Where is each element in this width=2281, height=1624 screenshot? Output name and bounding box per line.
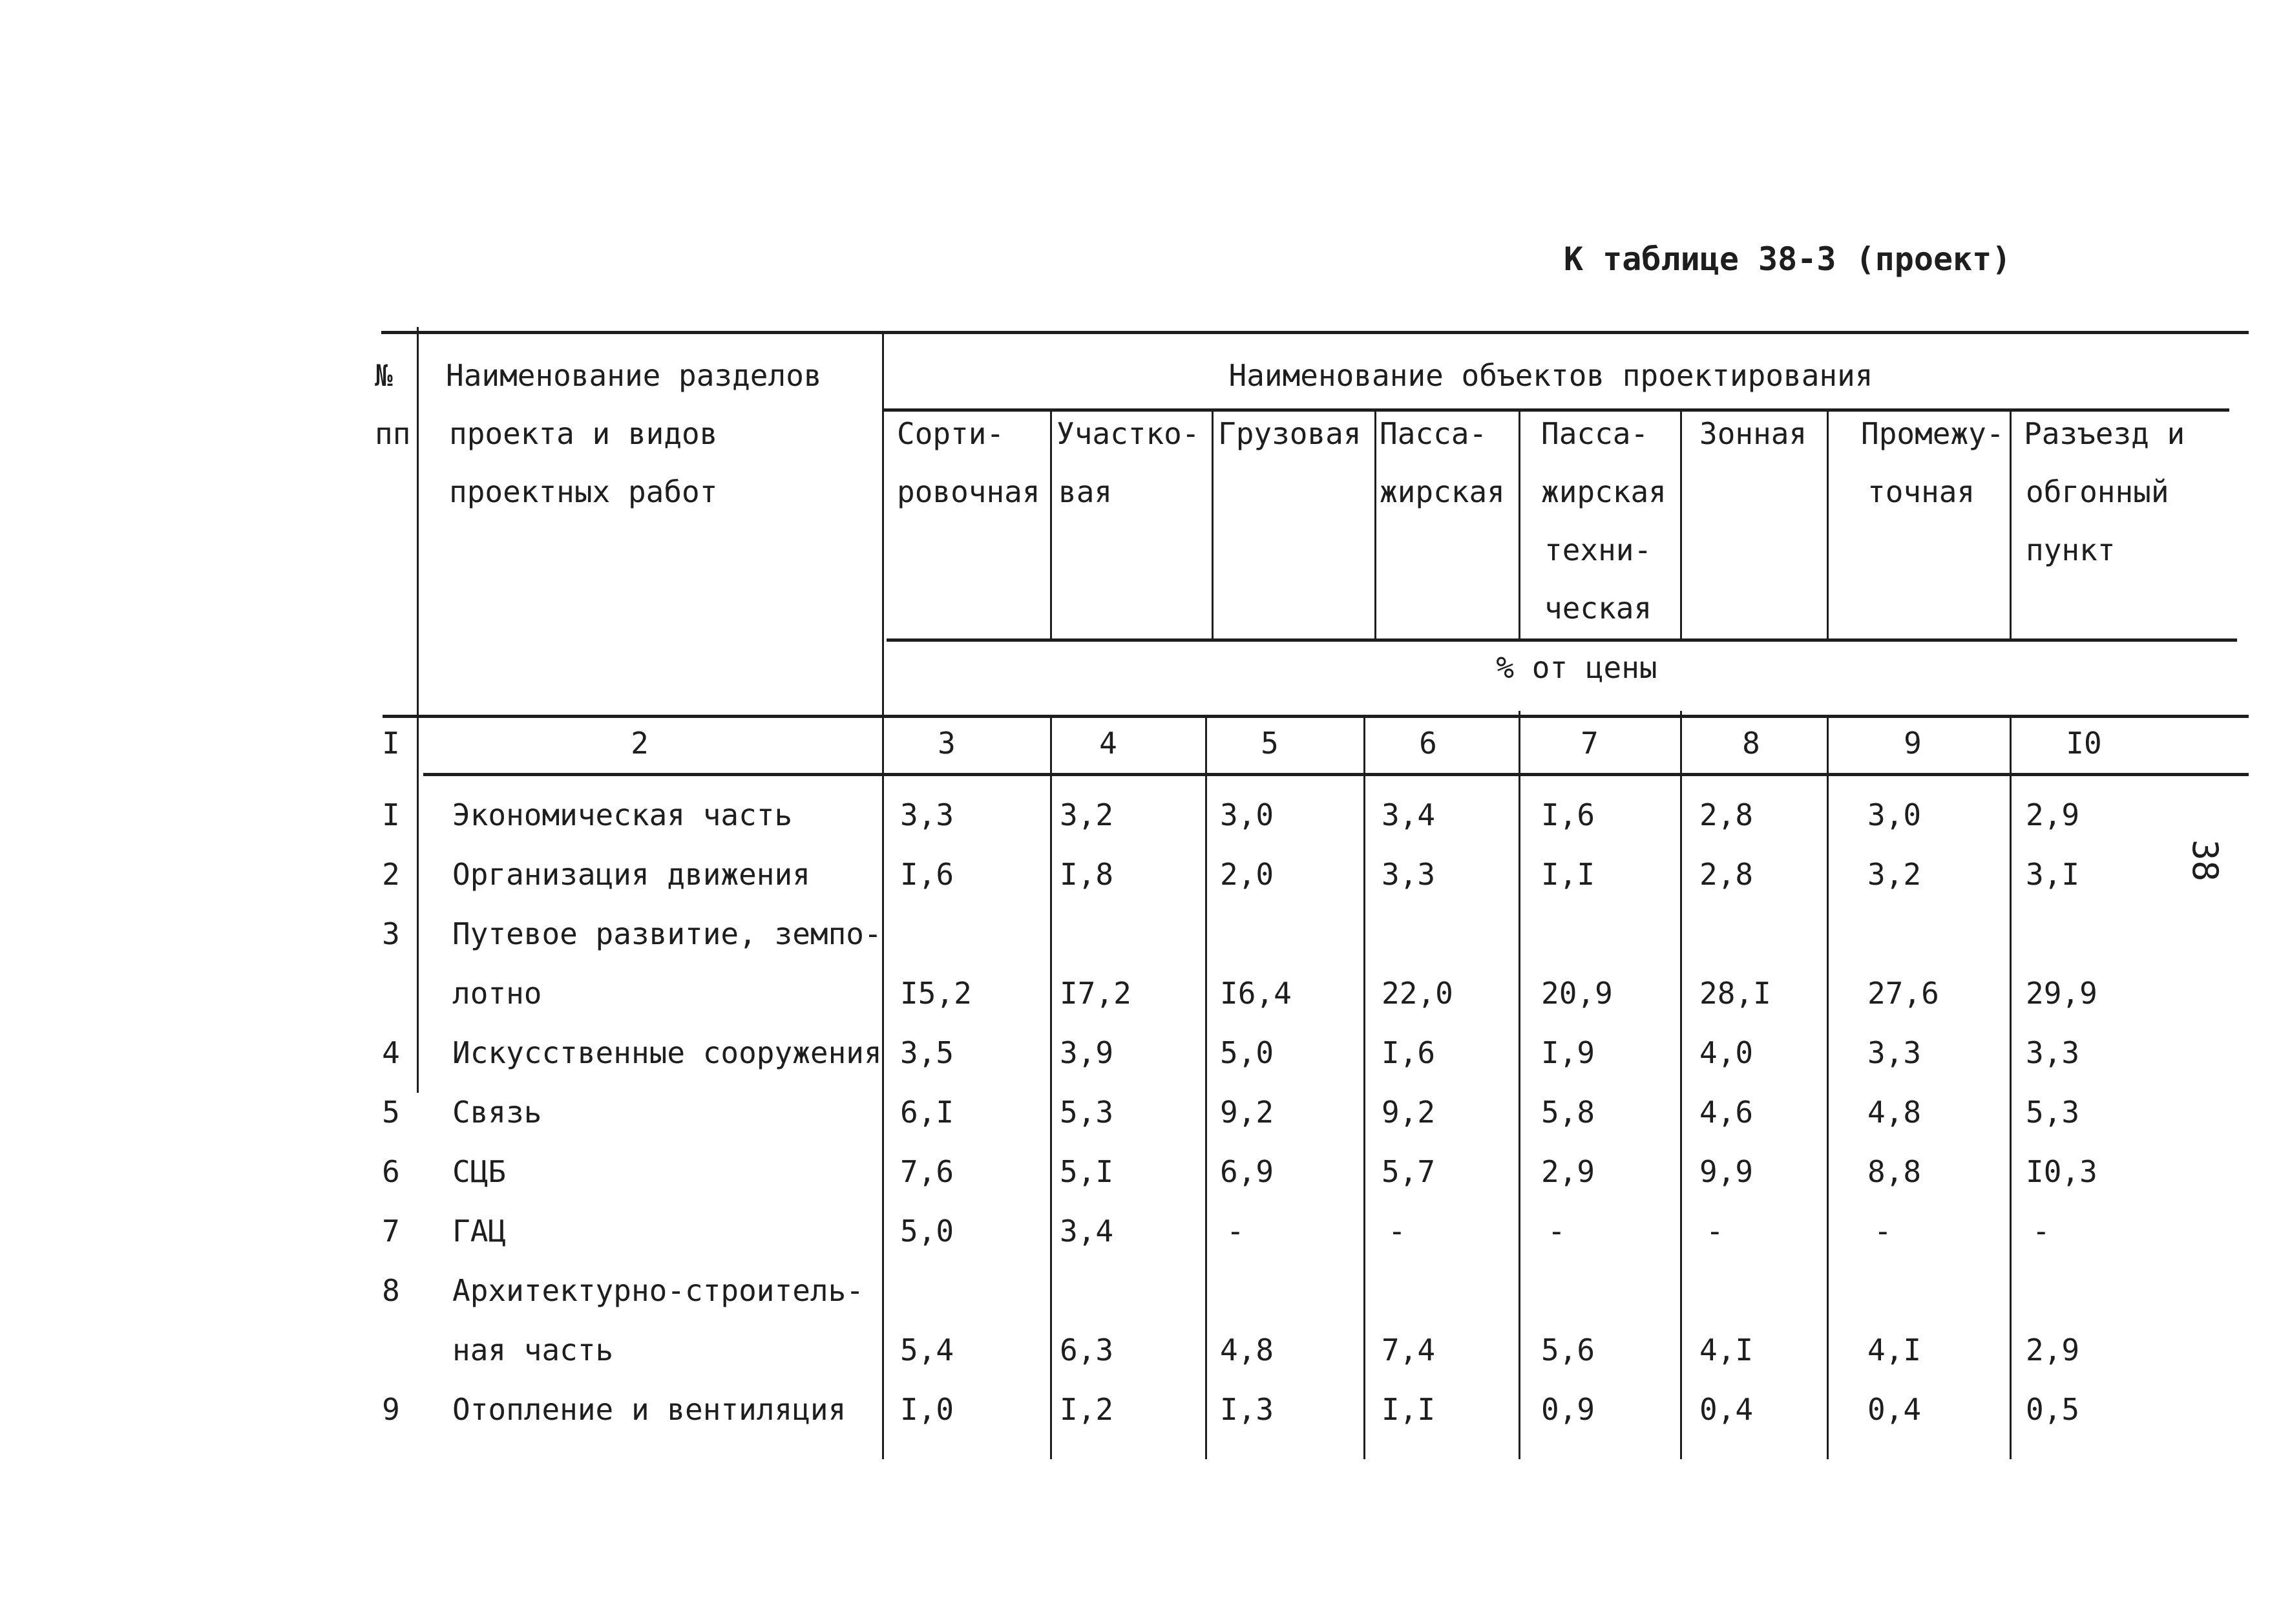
row-value: I,6 (1541, 797, 1595, 832)
row-value: 3,3 (1382, 857, 1436, 892)
col-divider-3 (1050, 715, 1052, 1459)
row-value: 0,5 (2026, 1392, 2080, 1427)
colnum-2: 2 (631, 726, 649, 761)
object-uchastkovaya-line2: вая (1058, 474, 1113, 509)
row-section-name: Искусственные сооружения (452, 1035, 882, 1070)
row-value: 4,I (1867, 1333, 1922, 1367)
col-divider-8a (1827, 408, 1829, 640)
object-razezd-line1: Разъезд и (2024, 416, 2185, 451)
col-divider-4a (1212, 408, 1214, 640)
row-number: 9 (382, 1392, 400, 1427)
row-value: 2,8 (1699, 857, 1754, 892)
col-divider-3a (1050, 408, 1052, 640)
row-value: 5,4 (900, 1333, 954, 1367)
object-promezhutochnaya-line1: Промежу- (1861, 416, 2004, 451)
row-value: 6,9 (1220, 1154, 1274, 1189)
row-value: - (1874, 1214, 1892, 1249)
row-number: 5 (382, 1095, 400, 1130)
row-value: 7,6 (900, 1154, 954, 1189)
row-value: 5,0 (1220, 1035, 1274, 1070)
col-divider-7 (1680, 711, 1682, 1459)
row-value: I,I (1382, 1392, 1436, 1427)
row-value: - (1548, 1214, 1566, 1249)
row-value: 5,3 (1060, 1095, 1114, 1130)
col-divider-6 (1519, 711, 1520, 1459)
percent-label: % от цены (1496, 650, 1657, 685)
colnum-7: 7 (1581, 726, 1599, 761)
row-section-name: Путевое развитие, земпо- (452, 916, 882, 951)
row-value: 2,9 (1541, 1154, 1595, 1189)
row-value: 22,0 (1382, 976, 1453, 1011)
object-razezd-line3: пункт (2026, 533, 2116, 567)
row-value: I,6 (1382, 1035, 1436, 1070)
row-value: 5,6 (1541, 1333, 1595, 1367)
row-value: 9,9 (1699, 1154, 1754, 1189)
page-number: 38 (2185, 839, 2226, 882)
row-section-name: Архитектурно-строитель- (452, 1273, 864, 1308)
row-value: 3,4 (1382, 797, 1436, 832)
row-value: - (1388, 1214, 1406, 1249)
col-divider-6a (1519, 408, 1520, 640)
col-divider-1 (417, 327, 419, 1093)
percent-rule (887, 638, 2237, 642)
colnum-5: 5 (1261, 726, 1279, 761)
object-uchastkovaya-line1: Участко- (1056, 416, 1200, 451)
row-value: 5,8 (1541, 1095, 1595, 1130)
row-value: 27,6 (1867, 976, 1939, 1011)
col-divider-7a (1680, 408, 1682, 640)
row-value: I,2 (1060, 1392, 1114, 1427)
colnum-1: I (382, 726, 400, 761)
row-value: I,I (1541, 857, 1595, 892)
row-value: 3,2 (1060, 797, 1114, 832)
colnum-8: 8 (1742, 726, 1760, 761)
row-value: 3,4 (1060, 1214, 1114, 1249)
col-divider-9a (2010, 408, 2012, 640)
row-value: 0,4 (1867, 1392, 1922, 1427)
objects-title-rule (882, 408, 2229, 412)
col-divider-8 (1827, 715, 1829, 1459)
object-sortirovochnaya-line1: Сорти- (897, 416, 1005, 451)
colnum-6: 6 (1419, 726, 1437, 761)
row-value: 5,0 (900, 1214, 954, 1249)
colnum-4: 4 (1099, 726, 1117, 761)
row-value: 4,6 (1699, 1095, 1754, 1130)
row-value: - (2032, 1214, 2050, 1249)
row-value: 9,2 (1220, 1095, 1274, 1130)
row-value: 2,9 (2026, 797, 2080, 832)
row-number: I (382, 797, 400, 832)
row-value: 5,7 (1382, 1154, 1436, 1189)
object-pass-tech-line1: Пасса- (1541, 416, 1649, 451)
row-number: 8 (382, 1273, 400, 1308)
row-value: 0,9 (1541, 1392, 1595, 1427)
row-value: 2,9 (2026, 1333, 2080, 1367)
row-value: I,3 (1220, 1392, 1274, 1427)
row-value: - (1226, 1214, 1245, 1249)
row-section-name: Экономическая часть (452, 797, 793, 832)
col-divider-9 (2010, 715, 2012, 1459)
col-divider-2 (882, 331, 884, 1459)
row-value: I,9 (1541, 1035, 1595, 1070)
row-value: 4,0 (1699, 1035, 1754, 1070)
row-section-name: лотно (452, 976, 542, 1011)
row-value: 3,0 (1220, 797, 1274, 832)
row-value: 3,I (2026, 857, 2080, 892)
row-value: I,0 (900, 1392, 954, 1427)
row-section-name: Отопление и вентиляция (452, 1392, 846, 1427)
col-divider-5a (1374, 408, 1376, 640)
row-value: 29,9 (2026, 976, 2097, 1011)
row-value: 3,3 (2026, 1035, 2080, 1070)
row-value: 6,I (900, 1095, 954, 1130)
colnum-10: I0 (2066, 726, 2102, 761)
objects-title: Наименование объектов проектирования (1228, 358, 1873, 393)
object-passazhirskaya-line2: жирская (1380, 474, 1505, 509)
colnum-3: 3 (938, 726, 956, 761)
row-value: I,8 (1060, 857, 1114, 892)
row-value: 4,8 (1867, 1095, 1922, 1130)
row-value: I0,3 (2026, 1154, 2097, 1189)
row-value: I7,2 (1060, 976, 1131, 1011)
row-value: 5,3 (2026, 1095, 2080, 1130)
row-section-name: Связь (452, 1095, 542, 1130)
object-sortirovochnaya-line2: ровочная (897, 474, 1040, 509)
object-gruzovaya: Грузовая (1218, 416, 1361, 451)
numbering-bottom-rule (423, 773, 2249, 776)
row-number: 6 (382, 1154, 400, 1189)
row-value: 0,4 (1699, 1392, 1754, 1427)
row-value: 8,8 (1867, 1154, 1922, 1189)
row-value: 20,9 (1541, 976, 1613, 1011)
row-value: 3,2 (1867, 857, 1922, 892)
row-section-name: ная часть (452, 1333, 614, 1367)
row-value: 3,3 (900, 797, 954, 832)
object-pass-tech-line3: техни- (1544, 533, 1652, 567)
object-promezhutochnaya-line2: точная (1867, 474, 1975, 509)
row-value: 2,0 (1220, 857, 1274, 892)
header-no-line1: № (375, 358, 393, 393)
col-divider-4 (1205, 715, 1207, 1459)
row-value: 9,2 (1382, 1095, 1436, 1130)
row-number: 4 (382, 1035, 400, 1070)
row-section-name: СЦБ (452, 1154, 507, 1189)
row-value: 3,9 (1060, 1035, 1114, 1070)
row-value: 3,3 (1867, 1035, 1922, 1070)
row-value: I,6 (900, 857, 954, 892)
row-value: 4,8 (1220, 1333, 1274, 1367)
row-section-name: Организация движения (452, 857, 810, 892)
row-number: 7 (382, 1214, 400, 1249)
row-value: 28,I (1699, 976, 1771, 1011)
row-value: 4,I (1699, 1333, 1754, 1367)
header-name-line2: проекта и видов (449, 416, 718, 451)
object-pass-tech-line2: жирская (1541, 474, 1666, 509)
object-pass-tech-line4: ческая (1544, 591, 1652, 626)
row-value: 5,I (1060, 1154, 1114, 1189)
colnum-9: 9 (1904, 726, 1922, 761)
header-no-line2: пп (375, 416, 411, 451)
object-zonnaya: Зонная (1699, 416, 1807, 451)
header-name-line1: Наименование разделов (446, 358, 822, 393)
object-passazhirskaya-line1: Пасса- (1380, 416, 1487, 451)
numbering-top-rule (383, 715, 2249, 718)
row-value: I5,2 (900, 976, 972, 1011)
row-value: 2,8 (1699, 797, 1754, 832)
row-section-name: ГАЦ (452, 1214, 507, 1249)
table-top-rule (381, 331, 2249, 334)
row-value: 3,0 (1867, 797, 1922, 832)
col-divider-5 (1363, 715, 1365, 1459)
row-value: - (1706, 1214, 1724, 1249)
row-value: 3,5 (900, 1035, 954, 1070)
row-value: 7,4 (1382, 1333, 1436, 1367)
object-razezd-line2: обгонный (2026, 474, 2169, 509)
row-number: 2 (382, 857, 400, 892)
row-value: 6,3 (1060, 1333, 1114, 1367)
header-name-line3: проектных работ (449, 474, 718, 509)
row-number: 3 (382, 916, 400, 951)
row-value: I6,4 (1220, 976, 1292, 1011)
table-caption: К таблице 38-3 (проект) (1564, 240, 2012, 278)
